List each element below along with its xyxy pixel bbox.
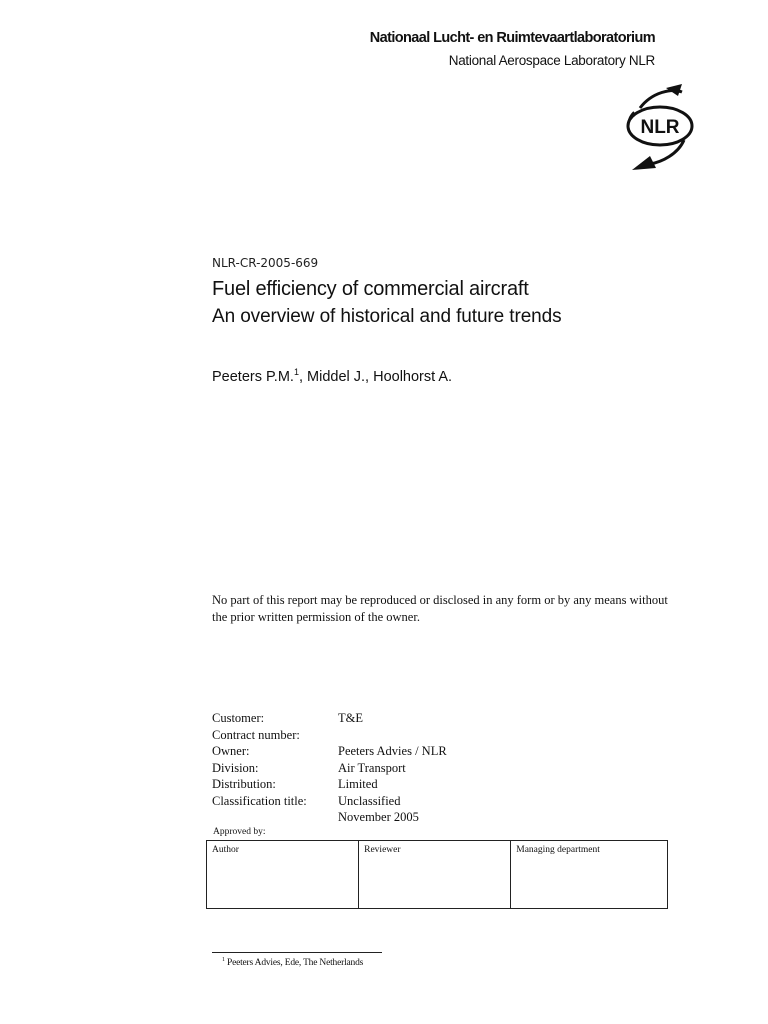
info-row <box>212 760 447 777</box>
author-footnote-marker: 1 <box>293 367 299 377</box>
footnote-marker: 1 <box>222 957 225 963</box>
report-subtitle: An overview of historical and future trends <box>212 306 562 327</box>
approved-by-label: Approved by: <box>213 827 266 837</box>
organization-name-dutch: Nationaal Lucht- en Ruimtevaartlaboratorium <box>369 30 655 46</box>
author-first: Peeters P.M. <box>212 369 294 385</box>
logo-text: NLR <box>640 117 680 138</box>
info-label: Division: <box>212 760 259 775</box>
report-info-block <box>212 710 447 826</box>
info-row <box>212 776 447 793</box>
organization-name-english: National Aerospace Laboratory NLR <box>448 53 655 68</box>
nlr-logo <box>620 80 700 174</box>
footnote-text: Peeters Advies, Ede, The Netherlands <box>224 958 364 968</box>
report-title: Fuel efficiency of commercial aircraft <box>212 278 529 300</box>
report-number: NLR-CR-2005-669 <box>212 256 319 270</box>
info-value: Unclassified <box>338 793 401 808</box>
info-value: November 2005 <box>338 810 419 824</box>
approval-managing-department-cell: Managing department <box>511 841 668 909</box>
info-row <box>212 710 447 727</box>
approval-table <box>206 840 668 909</box>
info-label <box>212 809 338 826</box>
info-label: Owner: <box>212 744 250 758</box>
info-label: Contract number: <box>212 727 300 742</box>
info-row <box>212 743 447 760</box>
info-value: T&E <box>338 711 363 725</box>
info-label: Customer: <box>212 711 265 725</box>
approval-row <box>207 841 668 909</box>
info-label: Distribution: <box>212 777 276 791</box>
info-value: Peeters Advies / NLR <box>338 744 447 758</box>
authors <box>212 367 452 385</box>
info-value: Limited <box>338 777 378 791</box>
info-label: Classification title: <box>212 793 307 808</box>
info-row <box>212 793 447 810</box>
footnote-separator <box>212 952 382 953</box>
approval-author-cell: Author <box>207 841 359 909</box>
info-row <box>212 809 447 826</box>
author-rest: , Middel J., Hoolhorst A. <box>298 369 453 385</box>
footnote <box>222 957 363 968</box>
approval-reviewer-cell: Reviewer <box>359 841 511 909</box>
info-row <box>212 727 447 744</box>
copyright-notice: No part of this report may be reproduced or disclosed in any form or by any means without the prior written permission of the owner. <box>212 593 668 624</box>
info-value: Air Transport <box>338 760 406 775</box>
